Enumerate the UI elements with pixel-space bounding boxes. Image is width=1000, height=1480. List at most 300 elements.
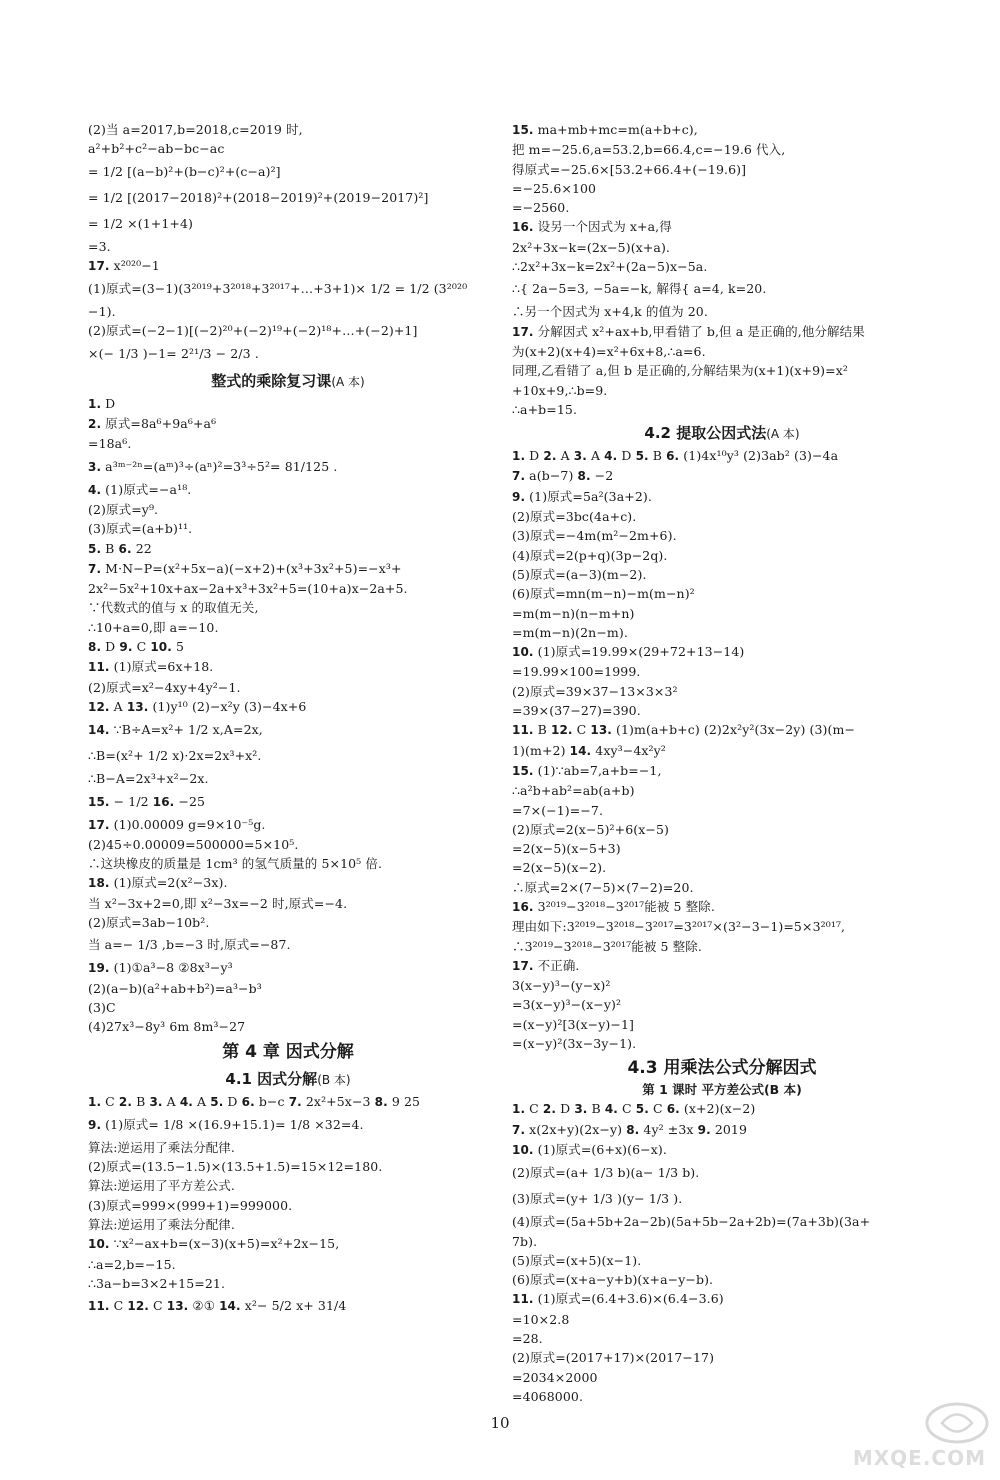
question-number: 5.	[88, 541, 102, 556]
question-number: 14.	[219, 1299, 241, 1314]
answer-text: ∴另一个因式为 x+4,k 的值为 20.	[512, 304, 708, 320]
answer-text: 2x²+5x−3	[301, 1093, 375, 1109]
question-number: 10.	[150, 640, 172, 655]
question-number: 15.	[512, 123, 534, 137]
question-number: 6.	[666, 449, 680, 464]
question-number: 11.	[88, 660, 110, 675]
section-heading	[512, 421, 932, 446]
question-number: 8.	[88, 640, 102, 655]
answer-line	[512, 342, 932, 361]
answer-text: D	[525, 448, 544, 464]
answer-text: 把 m=−25.6,a=53.2,b=66.4,c=−19.6 代入,	[512, 142, 786, 158]
answer-text: (5)原式=(x+5)(x−1).	[512, 1252, 642, 1268]
answer-line	[88, 539, 488, 559]
answer-line	[88, 678, 488, 697]
answer-text: ∴2x²+3x−k=2x²+(2a−5)x−5a.	[512, 259, 708, 275]
answer-text: ×(− 1/3 )−1= 2²¹/3 − 2/3 .	[88, 345, 259, 361]
answer-text: =39×(37−27)=390.	[512, 703, 641, 719]
question-number: 7.	[288, 1094, 302, 1109]
answer-text: (1)原式=2(x²−3x).	[109, 875, 228, 891]
answer-text: =7×(−1)=−7.	[512, 802, 604, 818]
answer-text: 4y² ±3x	[639, 1121, 698, 1137]
answer-line	[88, 1274, 488, 1293]
section-heading-text: 4.1 因式分解	[225, 1069, 318, 1088]
answer-text: D	[101, 395, 116, 411]
question-number: 2.	[88, 417, 102, 432]
answer-text: 同理,乙看错了 a,但 b 是正确的,分解结果为(x+1)(x+9)=x²	[512, 363, 848, 379]
answer-line	[512, 238, 932, 257]
left-column	[88, 120, 488, 1319]
answer-text: C	[617, 1101, 636, 1117]
answer-line	[512, 604, 932, 623]
answer-line	[88, 1234, 488, 1254]
question-number: 17.	[512, 958, 534, 973]
answer-line	[512, 623, 932, 642]
answer-text: (2)原式=x²−4xy+4y²−1.	[88, 679, 241, 695]
answer-line	[88, 854, 488, 873]
question-number: 5.	[635, 1102, 649, 1117]
answer-text: ∴a=2,b=−15.	[88, 1256, 176, 1272]
answer-text: (2)原式=39×37−13×3×3²	[512, 683, 678, 699]
question-number: 4.	[179, 1094, 193, 1109]
answer-line	[88, 835, 488, 854]
question-number: 4.	[604, 449, 618, 464]
question-number: 6.	[241, 1094, 255, 1109]
answer-line	[512, 400, 932, 419]
question-number: 14.	[569, 743, 592, 758]
answer-line	[512, 662, 932, 681]
answer-text: 3²⁰¹⁹−3²⁰¹⁸−3²⁰¹⁷能被 5 整除.	[533, 898, 715, 914]
answer-text: A	[162, 1093, 180, 1109]
answer-line	[512, 781, 932, 800]
question-number: 3.	[149, 1094, 163, 1109]
answer-line	[512, 322, 932, 342]
answer-text: C	[101, 1093, 119, 1109]
answer-text: (4)原式=2(p+q)(3p−2q).	[512, 547, 668, 563]
question-number: 16.	[512, 220, 534, 235]
answer-text: ∴{ 2a−5=3, −5a=−k, 解得{ a=4, k=20.	[512, 281, 767, 297]
answer-line	[88, 341, 488, 367]
answer-text: D	[101, 639, 120, 655]
answer-text: =−2560.	[512, 200, 570, 216]
answer-line	[512, 917, 932, 936]
answer-line	[512, 1348, 932, 1367]
answer-line	[512, 217, 932, 237]
answer-line	[512, 198, 932, 217]
answer-text: 5	[171, 639, 185, 655]
watermark-text: MXQE.COM	[852, 1446, 986, 1470]
answer-text: (1)原式=−a¹⁸.	[101, 481, 192, 497]
answer-line	[512, 820, 932, 839]
answer-line	[88, 276, 488, 302]
answer-line	[88, 120, 488, 139]
answer-text: (1)y¹⁰ (2)−x²y (3)−4x+6	[148, 698, 307, 714]
answer-text: (2)当 a=2017,b=2018,c=2019 时,	[88, 122, 303, 137]
answer-text: − 1/2	[109, 793, 153, 809]
answer-text: =m(m−n)(2n−m).	[512, 624, 628, 640]
answer-line	[88, 789, 488, 815]
answer-text: =18a⁶.	[88, 436, 132, 452]
answer-text: =−25.6×100	[512, 180, 597, 196]
answer-line	[512, 720, 932, 740]
answer-text: −25	[174, 793, 206, 809]
answer-text: −2	[590, 468, 614, 484]
answer-line	[88, 932, 488, 958]
question-number: 9.	[119, 640, 133, 655]
question-number: 8.	[626, 1122, 640, 1137]
answer-line	[88, 1215, 488, 1234]
question-number: 2.	[542, 1102, 557, 1117]
question-number: 13.	[590, 723, 612, 738]
answer-line	[512, 1160, 932, 1186]
answer-text: =m(m−n)(n−m+n)	[512, 605, 635, 621]
answer-text: =(x−y)²(3x−3y−1).	[512, 1036, 637, 1052]
question-number: 6.	[666, 1102, 680, 1117]
answer-text: (x+2)(x−2)	[679, 1101, 756, 1117]
answer-text: (1)原式=(3−1)(3²⁰¹⁹+3²⁰¹⁸+3²⁰¹⁷+…+3+1)× 1/2 = 1/2 (3²⁰²⁰	[88, 281, 468, 297]
answer-line	[88, 717, 488, 743]
answer-text: C	[148, 1298, 167, 1314]
answer-line	[512, 995, 932, 1014]
answer-text: 当 x²−3x+2=0,即 x²−3x=−2 时,原式=−4.	[88, 895, 348, 911]
section-heading-text: 4.2 提取公因式法	[644, 424, 767, 443]
answer-text: (3)原式=(a+b)¹¹.	[88, 521, 193, 537]
answer-text: C	[525, 1101, 543, 1117]
question-number: 15.	[88, 794, 110, 809]
answer-text: (2)45÷0.00009=500000=5×10⁵.	[88, 836, 299, 852]
answer-line	[88, 979, 488, 998]
answer-text: M·N−P=(x²+5x−a)(−x+2)+(x³+3x²+5)=−x³+	[101, 560, 402, 576]
section-heading	[88, 1039, 488, 1065]
answer-line	[512, 302, 932, 321]
watermark-logo-icon	[922, 1400, 992, 1446]
answer-text: ∴这块橡皮的质量是 1cm³ 的氢气质量的 5×10⁵ 倍.	[88, 856, 383, 872]
answer-text: ②①	[188, 1298, 220, 1314]
question-number: 16.	[152, 794, 175, 809]
answer-text: 算法:逆运用了乘法分配律.	[88, 1139, 235, 1155]
answer-line	[88, 998, 488, 1017]
answer-text: =10×2.8	[512, 1311, 570, 1327]
answer-text: =2034×2000	[512, 1369, 598, 1385]
answer-text: 22	[131, 540, 152, 556]
answer-text: +10x+9,∴b=9.	[512, 382, 608, 398]
page-number: 10	[490, 1414, 510, 1432]
answer-line	[512, 361, 932, 380]
answer-line	[88, 1138, 488, 1157]
answer-text: 2x²−5x²+10x+ax−2a+x³+3x²+5=(10+a)x−2a+5.	[88, 581, 408, 597]
answer-line	[88, 1196, 488, 1215]
answer-text: ∵B÷A=x²+ 1/2 x,A=2x,	[109, 722, 263, 738]
answer-text: x²− 5/2 x+ 31/4	[240, 1298, 347, 1314]
answer-text: ma+mb+mc=m(a+b+c),	[533, 122, 698, 137]
answer-text: x(2x+y)(2x−y)	[525, 1121, 627, 1137]
answer-text: 9 25	[387, 1093, 421, 1109]
answer-text: (2)原式=y⁹.	[88, 501, 159, 517]
answer-line	[88, 697, 488, 717]
section-heading-text: 整式的乘除复习课	[211, 371, 332, 390]
answer-text: (2)原式=3ab−10b².	[88, 915, 210, 931]
answer-text: = 1/2 [(2017−2018)²+(2018−2019)²+(2019−2017)²]	[88, 189, 429, 205]
question-number: 7.	[88, 561, 102, 576]
answer-line	[512, 507, 932, 526]
answer-text: (1)m(a+b+c) (2)2x²y²(3x−2y) (3)(m−	[611, 722, 856, 738]
answer-line	[88, 815, 488, 835]
question-number: 10.	[512, 645, 534, 660]
watermark	[852, 1400, 992, 1470]
answer-line	[512, 976, 932, 995]
answer-line	[88, 618, 488, 637]
answer-line	[512, 526, 932, 545]
question-number: 6.	[118, 541, 132, 556]
section-heading-text: 4.3 用乘法公式分解因式	[627, 1058, 817, 1079]
answer-text: (2)原式=(2017+17)×(2017−17)	[512, 1350, 715, 1366]
question-number: 8.	[374, 1094, 388, 1109]
question-number: 3.	[88, 459, 102, 474]
answer-text: a³ᵐ⁻²ⁿ=(aᵐ)³÷(aⁿ)²=3³÷5²= 81/125 .	[101, 458, 338, 474]
answer-text: D	[556, 1101, 575, 1117]
answer-line	[512, 160, 932, 179]
answer-line	[88, 139, 488, 158]
question-number: 17.	[88, 817, 110, 832]
question-number: 10.	[88, 1237, 110, 1252]
question-number: 10.	[512, 1142, 534, 1157]
answer-line	[512, 1310, 932, 1329]
answer-text: C	[109, 1298, 128, 1314]
answer-text: ∵x²−ax+b=(x−3)(x+5)=x²+2x−15,	[109, 1236, 340, 1252]
answer-text: 2019	[710, 1121, 748, 1137]
answer-line	[512, 565, 932, 584]
answer-text: 4xy³−4x²y²	[591, 742, 666, 758]
answer-line	[512, 839, 932, 858]
lesson-subheading: 第 1 课时 平方差公式(B 本)	[642, 1082, 802, 1098]
answer-text: =2(x−5)(x−2).	[512, 860, 607, 876]
answer-line	[88, 302, 488, 321]
answer-text: b−c	[254, 1093, 289, 1109]
section-heading-tag: (B 本)	[317, 1072, 351, 1087]
answer-line	[512, 1212, 932, 1231]
answer-text: 算法:逆运用了平方差公式.	[88, 1178, 235, 1194]
answer-line	[512, 642, 932, 662]
answer-text: ∴B−A=2x³+x²−2x.	[88, 771, 209, 787]
answer-line	[512, 761, 932, 781]
answer-text: a(b−7)	[525, 468, 578, 484]
question-number: 14.	[88, 723, 110, 738]
answer-text: (1)原式=19.99×(29+72+13−14)	[533, 644, 745, 660]
answer-text: (3)C	[88, 999, 116, 1015]
answer-line	[512, 858, 932, 877]
answer-text: 理由如下:3²⁰¹⁹−3²⁰¹⁸−3²⁰¹⁷=3²⁰¹⁷×(3²−3−1)=5×3²⁰¹⁷,	[512, 919, 846, 935]
answer-line	[88, 256, 488, 276]
answer-line	[88, 185, 488, 211]
answer-text: ∵代数式的值与 x 的取值无关,	[88, 600, 259, 616]
answer-line	[512, 1251, 932, 1270]
answer-text: ∴原式=2×(7−5)×(7−2)=20.	[512, 879, 694, 895]
answer-line	[512, 1140, 932, 1160]
right-column	[512, 120, 932, 1406]
answer-text: (5)原式=(a−3)(m−2).	[512, 566, 647, 582]
answer-line	[88, 434, 488, 453]
answer-text: 不正确.	[533, 957, 580, 973]
section-heading-text: 第 4 章 因式分解	[222, 1041, 354, 1062]
answer-text: B	[132, 1093, 150, 1109]
answer-text: D	[617, 448, 636, 464]
section-heading	[88, 1067, 488, 1092]
question-number: 12.	[127, 1299, 149, 1314]
answer-line	[88, 657, 488, 677]
answer-text: C	[648, 1101, 667, 1117]
answer-text: C	[132, 639, 151, 655]
answer-line	[88, 913, 488, 932]
answer-text: (3)原式=−4m(m²−2m+6).	[512, 528, 677, 544]
answer-line	[512, 682, 932, 701]
answer-text: (2)原式=(a+ 1/3 b)(a− 1/3 b).	[512, 1165, 700, 1181]
answer-text: (1)4x¹⁰y³ (2)3ab² (3)−4a	[679, 448, 839, 464]
question-number: 19.	[88, 961, 110, 976]
answer-line	[512, 1289, 932, 1309]
answer-text: ∴3a−b=3×2+15=21.	[88, 1275, 226, 1291]
answer-text: −1).	[88, 304, 116, 320]
answer-text: A	[109, 698, 127, 714]
answer-line	[88, 1255, 488, 1274]
answer-line	[512, 466, 932, 486]
answer-text: 设另一个因式为 x+a,得	[533, 219, 672, 235]
question-number: 2.	[543, 449, 557, 464]
answer-line	[512, 801, 932, 820]
question-number: 9.	[88, 1117, 102, 1132]
answer-text: ∴a²b+ab²=ab(a+b)	[512, 783, 635, 799]
answer-text: x²⁰²⁰−1	[109, 257, 160, 273]
question-number: 12.	[88, 699, 110, 714]
answer-line	[512, 584, 932, 603]
answer-line	[512, 897, 932, 917]
question-number: 3.	[573, 449, 587, 464]
answer-line	[512, 546, 932, 565]
answer-line	[512, 701, 932, 720]
question-number: 11.	[512, 1292, 534, 1307]
answer-line	[88, 1157, 488, 1176]
section-heading-tag: (A 本)	[766, 427, 800, 442]
answer-line	[88, 579, 488, 598]
answer-line	[512, 1232, 932, 1251]
answer-line	[88, 519, 488, 538]
answer-text: (1)原式= 1/8 ×(16.9+15.1)= 1/8 ×32=4.	[101, 1116, 364, 1132]
answer-line	[512, 140, 932, 159]
answer-line	[88, 873, 488, 893]
question-number: 4.	[88, 482, 102, 497]
answer-line	[88, 394, 488, 414]
answer-line	[512, 937, 932, 956]
answer-line	[512, 1270, 932, 1289]
answer-text: a²+b²+c²−ab−bc−ac	[88, 141, 225, 157]
answer-line	[512, 956, 932, 976]
answer-text: 算法:逆运用了乘法分配律.	[88, 1216, 235, 1232]
question-number: 5.	[635, 449, 649, 464]
answer-line	[512, 1099, 932, 1119]
answer-text: (3)原式=(y+ 1/3 )(y− 1/3 ).	[512, 1191, 683, 1207]
answer-text: 当 a=− 1/3 ,b=−3 时,原式=−87.	[88, 937, 291, 953]
question-number: 5.	[210, 1094, 224, 1109]
answer-text: ∴B=(x²+ 1/2 x)·2x=2x³+x².	[88, 748, 262, 764]
answer-text: A	[192, 1093, 211, 1109]
answer-text: (2)(a−b)(a²+ab+b²)=a³−b³	[88, 980, 262, 996]
section-heading	[88, 369, 488, 394]
answer-text: (2)原式=(−2−1)[(−2)²⁰+(−2)¹⁹+(−2)¹⁸+…+(−2)+1]	[88, 323, 418, 339]
answer-line	[88, 1017, 488, 1036]
answer-text: 分解因式 x²+ax+b,甲看错了 b,但 a 是正确的,他分解结果	[533, 323, 865, 339]
answer-text: B	[587, 1101, 605, 1117]
answer-line	[88, 454, 488, 480]
question-number: 1.	[512, 449, 526, 464]
answer-text: A	[556, 448, 574, 464]
answer-line	[88, 1092, 488, 1112]
question-number: 4.	[604, 1102, 618, 1117]
answer-line	[512, 1186, 932, 1212]
answer-text: B	[101, 540, 119, 556]
question-number: 9.	[512, 489, 526, 504]
answer-line	[512, 276, 932, 302]
question-number: 15.	[512, 763, 534, 778]
answer-text: (1)①a³−8 ②8x³−y³	[109, 960, 233, 976]
answer-line	[512, 446, 932, 466]
answer-text: 得原式=−25.6×[53.2+66.4+(−19.6)]	[512, 161, 747, 177]
answer-text: (1)原式=6x+18.	[109, 659, 214, 675]
answer-text: C	[572, 722, 591, 738]
question-number: 11.	[88, 1299, 110, 1314]
answer-line	[88, 958, 488, 978]
answer-line	[512, 1387, 932, 1406]
question-number: 18.	[88, 876, 110, 891]
answer-text: =3.	[88, 238, 111, 254]
question-number: 3.	[574, 1102, 588, 1117]
answer-text: =2(x−5)(x−5+3)	[512, 841, 621, 857]
answer-line	[512, 179, 932, 198]
answer-line	[88, 500, 488, 519]
question-number: 11.	[512, 723, 534, 738]
answer-line	[88, 559, 488, 579]
answer-line	[88, 743, 488, 769]
question-number: 17.	[88, 258, 110, 273]
answer-text: 7b).	[512, 1233, 538, 1249]
answer-line	[88, 414, 488, 434]
answer-text: D	[223, 1093, 242, 1109]
question-number: 12.	[551, 723, 573, 738]
question-number: 16.	[512, 899, 534, 914]
answer-line	[512, 381, 932, 400]
question-number: 13.	[126, 699, 149, 714]
question-number: 13.	[166, 1299, 189, 1314]
answer-line	[88, 321, 488, 340]
answer-text: ∴10+a=0,即 a=−10.	[88, 619, 219, 635]
answer-line	[88, 598, 488, 617]
answer-text: (1)原式=5a²(3a+2).	[525, 488, 652, 504]
answer-text: = 1/2 [(a−b)²+(b−c)²+(c−a)²]	[88, 163, 281, 179]
answer-text: (2)原式=3bc(4a+c).	[512, 509, 637, 525]
question-number: 7.	[512, 1122, 526, 1137]
answer-line	[88, 1176, 488, 1195]
answer-line	[88, 1112, 488, 1138]
answer-text: (4)原式=(5a+5b+2a−2b)(5a+5b−2a+2b)=(7a+3b)(3a+	[512, 1214, 871, 1230]
answer-text: (2)原式=2(x−5)²+6(x−5)	[512, 821, 670, 837]
answer-line	[88, 1293, 488, 1319]
answer-text: ∴a+b=15.	[512, 401, 578, 417]
question-number: 8.	[577, 469, 591, 484]
answer-text: (6)原式=(x+a−y+b)(x+a−y−b).	[512, 1272, 714, 1288]
answer-line	[512, 120, 932, 140]
answer-line	[512, 1368, 932, 1387]
question-number: 7.	[512, 469, 526, 484]
answer-text: =28.	[512, 1331, 543, 1347]
answer-line	[88, 769, 488, 788]
